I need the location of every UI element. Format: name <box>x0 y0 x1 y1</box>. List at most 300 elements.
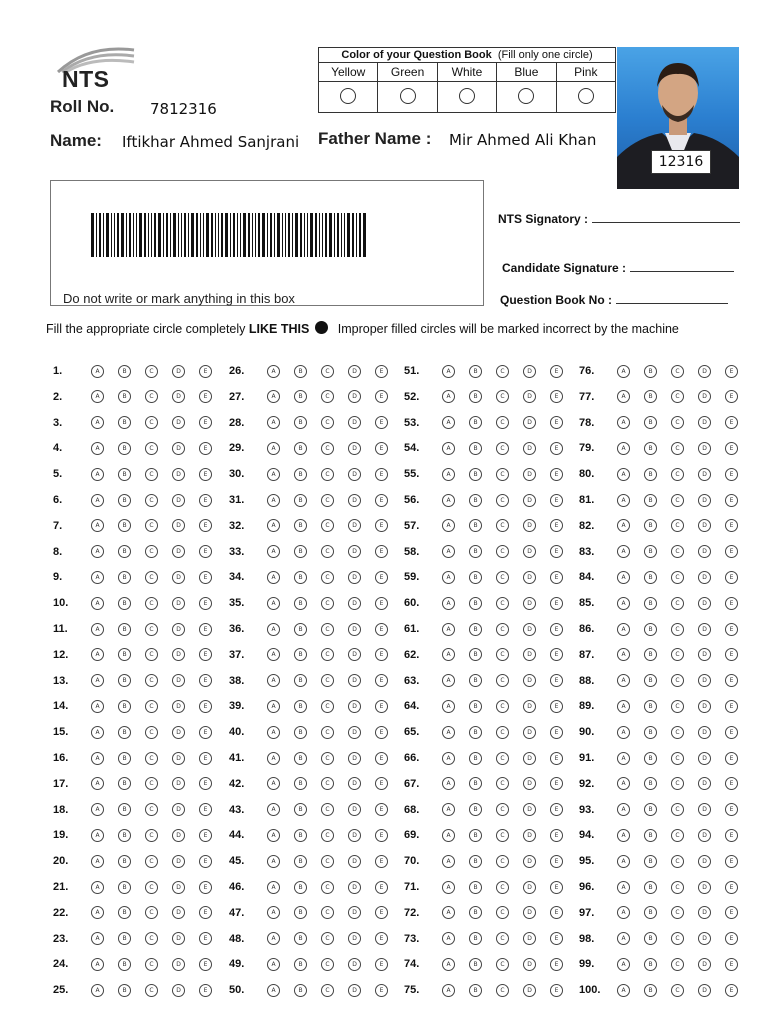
answer-bubble-e[interactable]: E <box>375 958 388 971</box>
answer-bubble-b[interactable]: B <box>469 545 482 558</box>
answer-bubble-b[interactable]: B <box>469 390 482 403</box>
answer-bubble-c[interactable]: C <box>321 906 334 919</box>
answer-bubble-e[interactable]: E <box>550 881 563 894</box>
answer-bubble-d[interactable]: D <box>698 984 711 997</box>
answer-bubble-d[interactable]: D <box>523 442 536 455</box>
answer-bubble-c[interactable]: C <box>145 932 158 945</box>
answer-bubble-a[interactable]: A <box>91 442 104 455</box>
answer-bubble-e[interactable]: E <box>550 958 563 971</box>
answer-bubble-d[interactable]: D <box>172 855 185 868</box>
answer-bubble-e[interactable]: E <box>550 648 563 661</box>
answer-bubble-e[interactable]: E <box>725 623 738 636</box>
answer-bubble-d[interactable]: D <box>698 623 711 636</box>
answer-bubble-b[interactable]: B <box>294 855 307 868</box>
answer-bubble-a[interactable]: A <box>91 468 104 481</box>
answer-bubble-e[interactable]: E <box>725 803 738 816</box>
answer-bubble-e[interactable]: E <box>550 545 563 558</box>
answer-bubble-d[interactable]: D <box>172 752 185 765</box>
answer-bubble-e[interactable]: E <box>375 390 388 403</box>
answer-bubble-a[interactable]: A <box>267 468 280 481</box>
answer-bubble-b[interactable]: B <box>118 416 131 429</box>
answer-bubble-e[interactable]: E <box>375 468 388 481</box>
answer-bubble-e[interactable]: E <box>375 365 388 378</box>
answer-bubble-d[interactable]: D <box>348 468 361 481</box>
answer-bubble-a[interactable]: A <box>442 906 455 919</box>
answer-bubble-d[interactable]: D <box>348 571 361 584</box>
answer-bubble-b[interactable]: B <box>644 468 657 481</box>
answer-bubble-e[interactable]: E <box>375 984 388 997</box>
answer-bubble-b[interactable]: B <box>294 958 307 971</box>
answer-bubble-d[interactable]: D <box>348 752 361 765</box>
answer-bubble-d[interactable]: D <box>172 726 185 739</box>
answer-bubble-e[interactable]: E <box>199 365 212 378</box>
answer-bubble-e[interactable]: E <box>199 752 212 765</box>
answer-bubble-a[interactable]: A <box>267 958 280 971</box>
answer-bubble-c[interactable]: C <box>496 803 509 816</box>
answer-bubble-b[interactable]: B <box>294 494 307 507</box>
answer-bubble-e[interactable]: E <box>550 700 563 713</box>
answer-bubble-c[interactable]: C <box>321 958 334 971</box>
answer-bubble-a[interactable]: A <box>267 700 280 713</box>
answer-bubble-d[interactable]: D <box>698 390 711 403</box>
answer-bubble-d[interactable]: D <box>348 597 361 610</box>
answer-bubble-a[interactable]: A <box>91 648 104 661</box>
answer-bubble-d[interactable]: D <box>523 958 536 971</box>
answer-bubble-a[interactable]: A <box>91 390 104 403</box>
answer-bubble-b[interactable]: B <box>118 365 131 378</box>
answer-bubble-d[interactable]: D <box>698 777 711 790</box>
answer-bubble-c[interactable]: C <box>496 468 509 481</box>
answer-bubble-e[interactable]: E <box>375 597 388 610</box>
answer-bubble-b[interactable]: B <box>644 700 657 713</box>
answer-bubble-b[interactable]: B <box>294 700 307 713</box>
answer-bubble-d[interactable]: D <box>172 958 185 971</box>
answer-bubble-d[interactable]: D <box>698 829 711 842</box>
answer-bubble-c[interactable]: C <box>145 700 158 713</box>
answer-bubble-e[interactable]: E <box>199 494 212 507</box>
answer-bubble-c[interactable]: C <box>321 545 334 558</box>
answer-bubble-e[interactable]: E <box>199 545 212 558</box>
answer-bubble-c[interactable]: C <box>321 984 334 997</box>
answer-bubble-a[interactable]: A <box>617 700 630 713</box>
answer-bubble-e[interactable]: E <box>725 494 738 507</box>
answer-bubble-d[interactable]: D <box>698 571 711 584</box>
answer-bubble-d[interactable]: D <box>698 855 711 868</box>
answer-bubble-e[interactable]: E <box>725 442 738 455</box>
answer-bubble-c[interactable]: C <box>145 752 158 765</box>
answer-bubble-b[interactable]: B <box>469 623 482 636</box>
answer-bubble-d[interactable]: D <box>348 726 361 739</box>
answer-bubble-d[interactable]: D <box>523 726 536 739</box>
answer-bubble-d[interactable]: D <box>348 390 361 403</box>
answer-bubble-b[interactable]: B <box>644 365 657 378</box>
answer-bubble-e[interactable]: E <box>550 597 563 610</box>
answer-bubble-a[interactable]: A <box>617 571 630 584</box>
answer-bubble-c[interactable]: C <box>496 855 509 868</box>
answer-bubble-d[interactable]: D <box>523 416 536 429</box>
answer-bubble-e[interactable]: E <box>550 390 563 403</box>
answer-bubble-d[interactable]: D <box>172 416 185 429</box>
answer-bubble-e[interactable]: E <box>199 700 212 713</box>
answer-bubble-a[interactable]: A <box>267 648 280 661</box>
answer-bubble-e[interactable]: E <box>375 855 388 868</box>
answer-bubble-b[interactable]: B <box>644 932 657 945</box>
answer-bubble-c[interactable]: C <box>321 674 334 687</box>
answer-bubble-d[interactable]: D <box>172 906 185 919</box>
answer-bubble-b[interactable]: B <box>469 726 482 739</box>
answer-bubble-a[interactable]: A <box>442 726 455 739</box>
answer-bubble-b[interactable]: B <box>118 648 131 661</box>
answer-bubble-a[interactable]: A <box>617 442 630 455</box>
answer-bubble-e[interactable]: E <box>725 648 738 661</box>
answer-bubble-d[interactable]: D <box>523 803 536 816</box>
answer-bubble-d[interactable]: D <box>172 623 185 636</box>
answer-bubble-c[interactable]: C <box>671 700 684 713</box>
answer-bubble-d[interactable]: D <box>523 700 536 713</box>
answer-bubble-e[interactable]: E <box>725 416 738 429</box>
answer-bubble-a[interactable]: A <box>91 700 104 713</box>
answer-bubble-a[interactable]: A <box>617 881 630 894</box>
answer-bubble-c[interactable]: C <box>145 416 158 429</box>
answer-bubble-a[interactable]: A <box>617 906 630 919</box>
answer-bubble-d[interactable]: D <box>523 468 536 481</box>
answer-bubble-d[interactable]: D <box>698 881 711 894</box>
answer-bubble-a[interactable]: A <box>442 803 455 816</box>
answer-bubble-d[interactable]: D <box>348 519 361 532</box>
answer-bubble-c[interactable]: C <box>496 571 509 584</box>
answer-bubble-b[interactable]: B <box>294 932 307 945</box>
answer-bubble-e[interactable]: E <box>725 932 738 945</box>
answer-bubble-c[interactable]: C <box>496 932 509 945</box>
answer-bubble-a[interactable]: A <box>91 752 104 765</box>
answer-bubble-e[interactable]: E <box>375 906 388 919</box>
answer-bubble-d[interactable]: D <box>172 803 185 816</box>
answer-bubble-a[interactable]: A <box>617 545 630 558</box>
answer-bubble-b[interactable]: B <box>118 984 131 997</box>
answer-bubble-a[interactable]: A <box>267 623 280 636</box>
answer-bubble-e[interactable]: E <box>725 365 738 378</box>
answer-bubble-d[interactable]: D <box>348 777 361 790</box>
answer-bubble-c[interactable]: C <box>321 416 334 429</box>
answer-bubble-b[interactable]: B <box>294 468 307 481</box>
answer-bubble-a[interactable]: A <box>267 777 280 790</box>
answer-bubble-a[interactable]: A <box>267 984 280 997</box>
answer-bubble-e[interactable]: E <box>725 855 738 868</box>
color-circle-green[interactable] <box>400 88 416 104</box>
answer-bubble-c[interactable]: C <box>145 648 158 661</box>
answer-bubble-b[interactable]: B <box>294 777 307 790</box>
answer-bubble-a[interactable]: A <box>91 545 104 558</box>
answer-bubble-c[interactable]: C <box>671 468 684 481</box>
answer-bubble-c[interactable]: C <box>145 855 158 868</box>
answer-bubble-a[interactable]: A <box>91 571 104 584</box>
answer-bubble-b[interactable]: B <box>118 468 131 481</box>
answer-bubble-c[interactable]: C <box>496 648 509 661</box>
answer-bubble-c[interactable]: C <box>496 442 509 455</box>
answer-bubble-d[interactable]: D <box>172 571 185 584</box>
answer-bubble-b[interactable]: B <box>118 906 131 919</box>
answer-bubble-b[interactable]: B <box>644 958 657 971</box>
answer-bubble-b[interactable]: B <box>118 881 131 894</box>
answer-bubble-e[interactable]: E <box>199 932 212 945</box>
answer-bubble-e[interactable]: E <box>375 623 388 636</box>
answer-bubble-c[interactable]: C <box>496 777 509 790</box>
answer-bubble-e[interactable]: E <box>375 519 388 532</box>
answer-bubble-a[interactable]: A <box>267 906 280 919</box>
answer-bubble-a[interactable]: A <box>442 700 455 713</box>
answer-bubble-c[interactable]: C <box>321 829 334 842</box>
answer-bubble-c[interactable]: C <box>671 855 684 868</box>
answer-bubble-d[interactable]: D <box>348 700 361 713</box>
answer-bubble-d[interactable]: D <box>698 365 711 378</box>
answer-bubble-c[interactable]: C <box>671 777 684 790</box>
answer-bubble-e[interactable]: E <box>550 752 563 765</box>
answer-bubble-c[interactable]: C <box>496 752 509 765</box>
answer-bubble-a[interactable]: A <box>267 932 280 945</box>
answer-bubble-b[interactable]: B <box>118 752 131 765</box>
answer-bubble-a[interactable]: A <box>91 674 104 687</box>
answer-bubble-b[interactable]: B <box>469 674 482 687</box>
answer-bubble-d[interactable]: D <box>523 881 536 894</box>
answer-bubble-b[interactable]: B <box>294 623 307 636</box>
answer-bubble-b[interactable]: B <box>294 906 307 919</box>
answer-bubble-d[interactable]: D <box>172 442 185 455</box>
answer-bubble-a[interactable]: A <box>442 648 455 661</box>
answer-bubble-b[interactable]: B <box>294 881 307 894</box>
answer-bubble-a[interactable]: A <box>442 932 455 945</box>
answer-bubble-e[interactable]: E <box>375 416 388 429</box>
answer-bubble-b[interactable]: B <box>294 829 307 842</box>
answer-bubble-e[interactable]: E <box>550 674 563 687</box>
answer-bubble-d[interactable]: D <box>172 494 185 507</box>
answer-bubble-b[interactable]: B <box>469 829 482 842</box>
answer-bubble-c[interactable]: C <box>671 803 684 816</box>
answer-bubble-c[interactable]: C <box>145 597 158 610</box>
answer-bubble-b[interactable]: B <box>294 416 307 429</box>
answer-bubble-e[interactable]: E <box>725 906 738 919</box>
answer-bubble-c[interactable]: C <box>321 442 334 455</box>
answer-bubble-c[interactable]: C <box>321 777 334 790</box>
answer-bubble-b[interactable]: B <box>118 674 131 687</box>
answer-bubble-a[interactable]: A <box>617 597 630 610</box>
answer-bubble-c[interactable]: C <box>145 545 158 558</box>
answer-bubble-b[interactable]: B <box>469 519 482 532</box>
answer-bubble-c[interactable]: C <box>321 932 334 945</box>
answer-bubble-d[interactable]: D <box>523 545 536 558</box>
answer-bubble-a[interactable]: A <box>617 494 630 507</box>
answer-bubble-a[interactable]: A <box>91 855 104 868</box>
answer-bubble-b[interactable]: B <box>644 752 657 765</box>
answer-bubble-e[interactable]: E <box>725 881 738 894</box>
answer-bubble-b[interactable]: B <box>644 442 657 455</box>
answer-bubble-c[interactable]: C <box>496 597 509 610</box>
answer-bubble-a[interactable]: A <box>91 777 104 790</box>
answer-bubble-e[interactable]: E <box>550 726 563 739</box>
answer-bubble-a[interactable]: A <box>91 958 104 971</box>
answer-bubble-d[interactable]: D <box>523 494 536 507</box>
answer-bubble-b[interactable]: B <box>644 906 657 919</box>
answer-bubble-c[interactable]: C <box>496 494 509 507</box>
answer-bubble-e[interactable]: E <box>199 829 212 842</box>
answer-bubble-d[interactable]: D <box>348 881 361 894</box>
answer-bubble-a[interactable]: A <box>91 726 104 739</box>
answer-bubble-c[interactable]: C <box>145 958 158 971</box>
answer-bubble-b[interactable]: B <box>294 726 307 739</box>
answer-bubble-c[interactable]: C <box>145 984 158 997</box>
answer-bubble-a[interactable]: A <box>442 468 455 481</box>
answer-bubble-c[interactable]: C <box>321 623 334 636</box>
answer-bubble-a[interactable]: A <box>267 519 280 532</box>
answer-bubble-c[interactable]: C <box>496 416 509 429</box>
answer-bubble-a[interactable]: A <box>617 958 630 971</box>
answer-bubble-e[interactable]: E <box>725 752 738 765</box>
answer-bubble-c[interactable]: C <box>321 365 334 378</box>
answer-bubble-d[interactable]: D <box>348 674 361 687</box>
answer-bubble-b[interactable]: B <box>644 571 657 584</box>
answer-bubble-a[interactable]: A <box>91 984 104 997</box>
answer-bubble-c[interactable]: C <box>321 494 334 507</box>
answer-bubble-b[interactable]: B <box>469 442 482 455</box>
answer-bubble-b[interactable]: B <box>118 390 131 403</box>
answer-bubble-b[interactable]: B <box>118 519 131 532</box>
answer-bubble-d[interactable]: D <box>348 545 361 558</box>
answer-bubble-a[interactable]: A <box>91 932 104 945</box>
answer-bubble-b[interactable]: B <box>469 777 482 790</box>
answer-bubble-b[interactable]: B <box>294 648 307 661</box>
answer-bubble-c[interactable]: C <box>321 700 334 713</box>
answer-bubble-c[interactable]: C <box>145 623 158 636</box>
answer-bubble-b[interactable]: B <box>118 829 131 842</box>
answer-bubble-e[interactable]: E <box>725 958 738 971</box>
answer-bubble-d[interactable]: D <box>523 984 536 997</box>
answer-bubble-b[interactable]: B <box>644 416 657 429</box>
answer-bubble-d[interactable]: D <box>348 829 361 842</box>
answer-bubble-e[interactable]: E <box>375 829 388 842</box>
answer-bubble-b[interactable]: B <box>294 442 307 455</box>
answer-bubble-d[interactable]: D <box>348 623 361 636</box>
answer-bubble-b[interactable]: B <box>118 803 131 816</box>
answer-bubble-a[interactable]: A <box>617 674 630 687</box>
answer-bubble-b[interactable]: B <box>118 623 131 636</box>
answer-bubble-c[interactable]: C <box>321 597 334 610</box>
answer-bubble-b[interactable]: B <box>469 803 482 816</box>
answer-bubble-d[interactable]: D <box>698 932 711 945</box>
answer-bubble-c[interactable]: C <box>321 752 334 765</box>
answer-bubble-a[interactable]: A <box>442 777 455 790</box>
answer-bubble-a[interactable]: A <box>617 803 630 816</box>
answer-bubble-d[interactable]: D <box>523 571 536 584</box>
answer-bubble-a[interactable]: A <box>617 984 630 997</box>
answer-bubble-b[interactable]: B <box>644 984 657 997</box>
answer-bubble-c[interactable]: C <box>671 597 684 610</box>
answer-bubble-c[interactable]: C <box>145 365 158 378</box>
answer-bubble-c[interactable]: C <box>145 906 158 919</box>
answer-bubble-d[interactable]: D <box>698 752 711 765</box>
answer-bubble-e[interactable]: E <box>725 777 738 790</box>
answer-bubble-e[interactable]: E <box>725 674 738 687</box>
answer-bubble-a[interactable]: A <box>617 519 630 532</box>
answer-bubble-b[interactable]: B <box>118 494 131 507</box>
answer-bubble-e[interactable]: E <box>550 803 563 816</box>
answer-bubble-d[interactable]: D <box>698 597 711 610</box>
answer-bubble-c[interactable]: C <box>145 390 158 403</box>
answer-bubble-c[interactable]: C <box>145 571 158 584</box>
answer-bubble-a[interactable]: A <box>267 390 280 403</box>
answer-bubble-d[interactable]: D <box>348 648 361 661</box>
answer-bubble-d[interactable]: D <box>523 932 536 945</box>
answer-bubble-d[interactable]: D <box>348 803 361 816</box>
answer-bubble-a[interactable]: A <box>442 545 455 558</box>
answer-bubble-b[interactable]: B <box>644 597 657 610</box>
answer-bubble-a[interactable]: A <box>442 958 455 971</box>
answer-bubble-e[interactable]: E <box>375 777 388 790</box>
answer-bubble-a[interactable]: A <box>442 571 455 584</box>
answer-bubble-e[interactable]: E <box>199 442 212 455</box>
answer-bubble-a[interactable]: A <box>267 416 280 429</box>
answer-bubble-d[interactable]: D <box>348 855 361 868</box>
answer-bubble-e[interactable]: E <box>725 829 738 842</box>
answer-bubble-b[interactable]: B <box>294 984 307 997</box>
answer-bubble-a[interactable]: A <box>617 726 630 739</box>
answer-bubble-e[interactable]: E <box>199 958 212 971</box>
answer-bubble-a[interactable]: A <box>267 442 280 455</box>
answer-bubble-e[interactable]: E <box>199 390 212 403</box>
color-circle-yellow[interactable] <box>340 88 356 104</box>
answer-bubble-b[interactable]: B <box>469 855 482 868</box>
answer-bubble-a[interactable]: A <box>91 881 104 894</box>
answer-bubble-c[interactable]: C <box>671 906 684 919</box>
answer-bubble-a[interactable]: A <box>617 416 630 429</box>
answer-bubble-d[interactable]: D <box>172 674 185 687</box>
answer-bubble-b[interactable]: B <box>294 390 307 403</box>
answer-bubble-d[interactable]: D <box>698 545 711 558</box>
answer-bubble-a[interactable]: A <box>617 752 630 765</box>
answer-bubble-a[interactable]: A <box>267 365 280 378</box>
answer-bubble-c[interactable]: C <box>671 984 684 997</box>
answer-bubble-c[interactable]: C <box>496 390 509 403</box>
answer-bubble-e[interactable]: E <box>375 545 388 558</box>
answer-bubble-a[interactable]: A <box>442 442 455 455</box>
answer-bubble-d[interactable]: D <box>523 674 536 687</box>
answer-bubble-a[interactable]: A <box>442 855 455 868</box>
answer-bubble-e[interactable]: E <box>199 855 212 868</box>
answer-bubble-b[interactable]: B <box>294 365 307 378</box>
answer-bubble-e[interactable]: E <box>375 442 388 455</box>
answer-bubble-b[interactable]: B <box>294 752 307 765</box>
answer-bubble-c[interactable]: C <box>496 674 509 687</box>
answer-bubble-a[interactable]: A <box>442 597 455 610</box>
answer-bubble-b[interactable]: B <box>469 571 482 584</box>
answer-bubble-c[interactable]: C <box>321 726 334 739</box>
answer-bubble-a[interactable]: A <box>617 623 630 636</box>
answer-bubble-c[interactable]: C <box>145 726 158 739</box>
answer-bubble-a[interactable]: A <box>91 416 104 429</box>
answer-bubble-b[interactable]: B <box>644 545 657 558</box>
answer-bubble-a[interactable]: A <box>91 906 104 919</box>
answer-bubble-c[interactable]: C <box>671 416 684 429</box>
answer-bubble-c[interactable]: C <box>145 777 158 790</box>
answer-bubble-a[interactable]: A <box>267 674 280 687</box>
answer-bubble-e[interactable]: E <box>550 623 563 636</box>
color-circle-white[interactable] <box>459 88 475 104</box>
answer-bubble-e[interactable]: E <box>725 984 738 997</box>
answer-bubble-b[interactable]: B <box>118 597 131 610</box>
answer-bubble-c[interactable]: C <box>671 365 684 378</box>
answer-bubble-a[interactable]: A <box>442 519 455 532</box>
answer-bubble-c[interactable]: C <box>321 648 334 661</box>
answer-bubble-e[interactable]: E <box>550 365 563 378</box>
answer-bubble-b[interactable]: B <box>118 700 131 713</box>
